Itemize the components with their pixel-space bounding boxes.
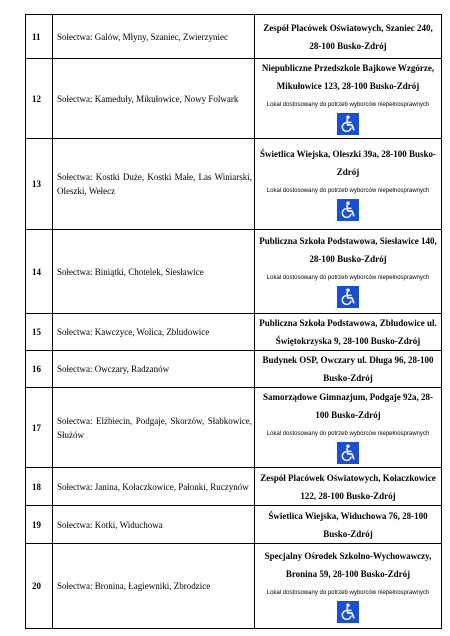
table-row [26,59,442,139]
polling-place-cell [255,388,442,468]
accessibility-note: Lokal dostosowany do potrzeb wyborców niepełnosprawnych [266,589,430,596]
accessibility-note: Lokal dostosowany do potrzeb wyborców niepełnosprawnych [266,431,430,437]
table-row [26,351,442,388]
district-area: Sołectwa: Janina, Kołaczkowice, Pałonki, Ruczynów [53,468,255,506]
district-area: Sołectwa: Kotki, Widuchowa [53,506,255,544]
wheelchair-icon [337,442,359,464]
table-body [26,15,442,629]
district-number: 20 [26,544,53,629]
district-number: 11 [26,15,53,59]
polling-place-address: Samorządowe Gimnazjum, Podgaje 92a, 28-100 Busko-Zdrój [263,392,433,420]
accessibility-note: Lokal dostosowany do potrzeb wyborców niepełnosprawnych [266,102,430,108]
polling-place-cell [255,139,442,230]
district-number: 12 [26,59,53,139]
table-row [26,544,442,629]
polling-stations-table [25,14,442,629]
polling-place-cell [255,544,442,629]
district-number: 15 [26,314,53,351]
polling-place-address: Publiczna Szkoła Podstawowa, Siesławice 140, 28-100 Busko-Zdrój [259,236,437,264]
district-number: 17 [26,388,53,468]
polling-place-cell [255,314,442,351]
polling-place-cell [255,506,442,544]
polling-place-address: Budynek OSP, Owczary ul. Długa 96, 28-100 Busko-Zdrój [262,355,434,383]
table-row [26,139,442,230]
district-area: Sołectwa: Biniątki, Chotelek, Siesławice [53,230,255,314]
district-number: 18 [26,468,53,506]
district-number: 14 [26,230,53,314]
wheelchair-icon [337,601,359,623]
accessibility-note: Lokal dostosowany do potrzeb wyborców niepełnosprawnych [266,275,430,281]
polling-place-address: Zespół Placówek Oświatowych, Szaniec 240, 28-100 Busko-Zdrój [263,22,433,51]
table-row [26,388,442,468]
polling-place-cell [255,15,442,59]
table-row [26,230,442,314]
polling-place-cell [255,468,442,506]
district-area: Sołectwa: Kostki Duże, Kostki Małe, Las Winiarski, Oleszki, Wełecz [53,139,255,230]
polling-place-address: Zespół Placówek Oświatowych, Kołaczkowice 122, 28-100 Busko-Zdrój [260,472,436,501]
table-row [26,314,442,351]
table-row [26,15,442,59]
polling-place-address: Specjalny Ośrodek Szkolno-Wychowawczy, Bronina 59, 28-100 Busko-Zdrój [264,550,432,579]
polling-place-cell [255,230,442,314]
polling-place-address: Świetlica Wiejska, Widuchowa 76, 28-100 Busko-Zdrój [268,510,428,539]
accessibility-note: Lokal dostosowany do potrzeb wyborców niepełnosprawnych [266,187,430,194]
district-area: Sołectwa: Kameduły, Mikułowice, Nowy Folwark [53,59,255,139]
district-area: Sołectwa: Elżbiecin, Podgaje, Skorzów, Słabkowice, Służów [53,388,255,468]
polling-place-cell [255,351,442,388]
district-area: Sołectwa: Galów, Młyny, Szaniec, Zwierzyniec [53,15,255,59]
district-area: Sołectwa: Kawczyce, Wolica, Zbludowice [53,314,255,351]
polling-place-cell [255,59,442,139]
table-row [26,506,442,544]
district-number: 13 [26,139,53,230]
polling-place-address: Niepubliczne Przedszkole Bajkowe Wzgórze, Mikułowice 123, 28-100 Busko-Zdrój [261,63,435,91]
polling-place-address: Publiczna Szkoła Podstawowa, Zbludowice ul. Świętokrzyska 9, 28-100 Busko-Zdrój [259,318,437,346]
district-number: 16 [26,351,53,388]
polling-place-address: Świetlica Wiejska, Oleszki 39a, 28-100 Busko-Zdrój [260,148,436,177]
district-area: Sołectwa: Bronina, Łagiewniki, Zbrodzice [53,544,255,629]
wheelchair-icon [337,199,359,221]
table-row [26,468,442,506]
wheelchair-icon [337,286,359,308]
district-area: Sołectwa: Owczary, Radzanów [53,351,255,388]
wheelchair-icon [337,113,359,135]
district-number: 19 [26,506,53,544]
